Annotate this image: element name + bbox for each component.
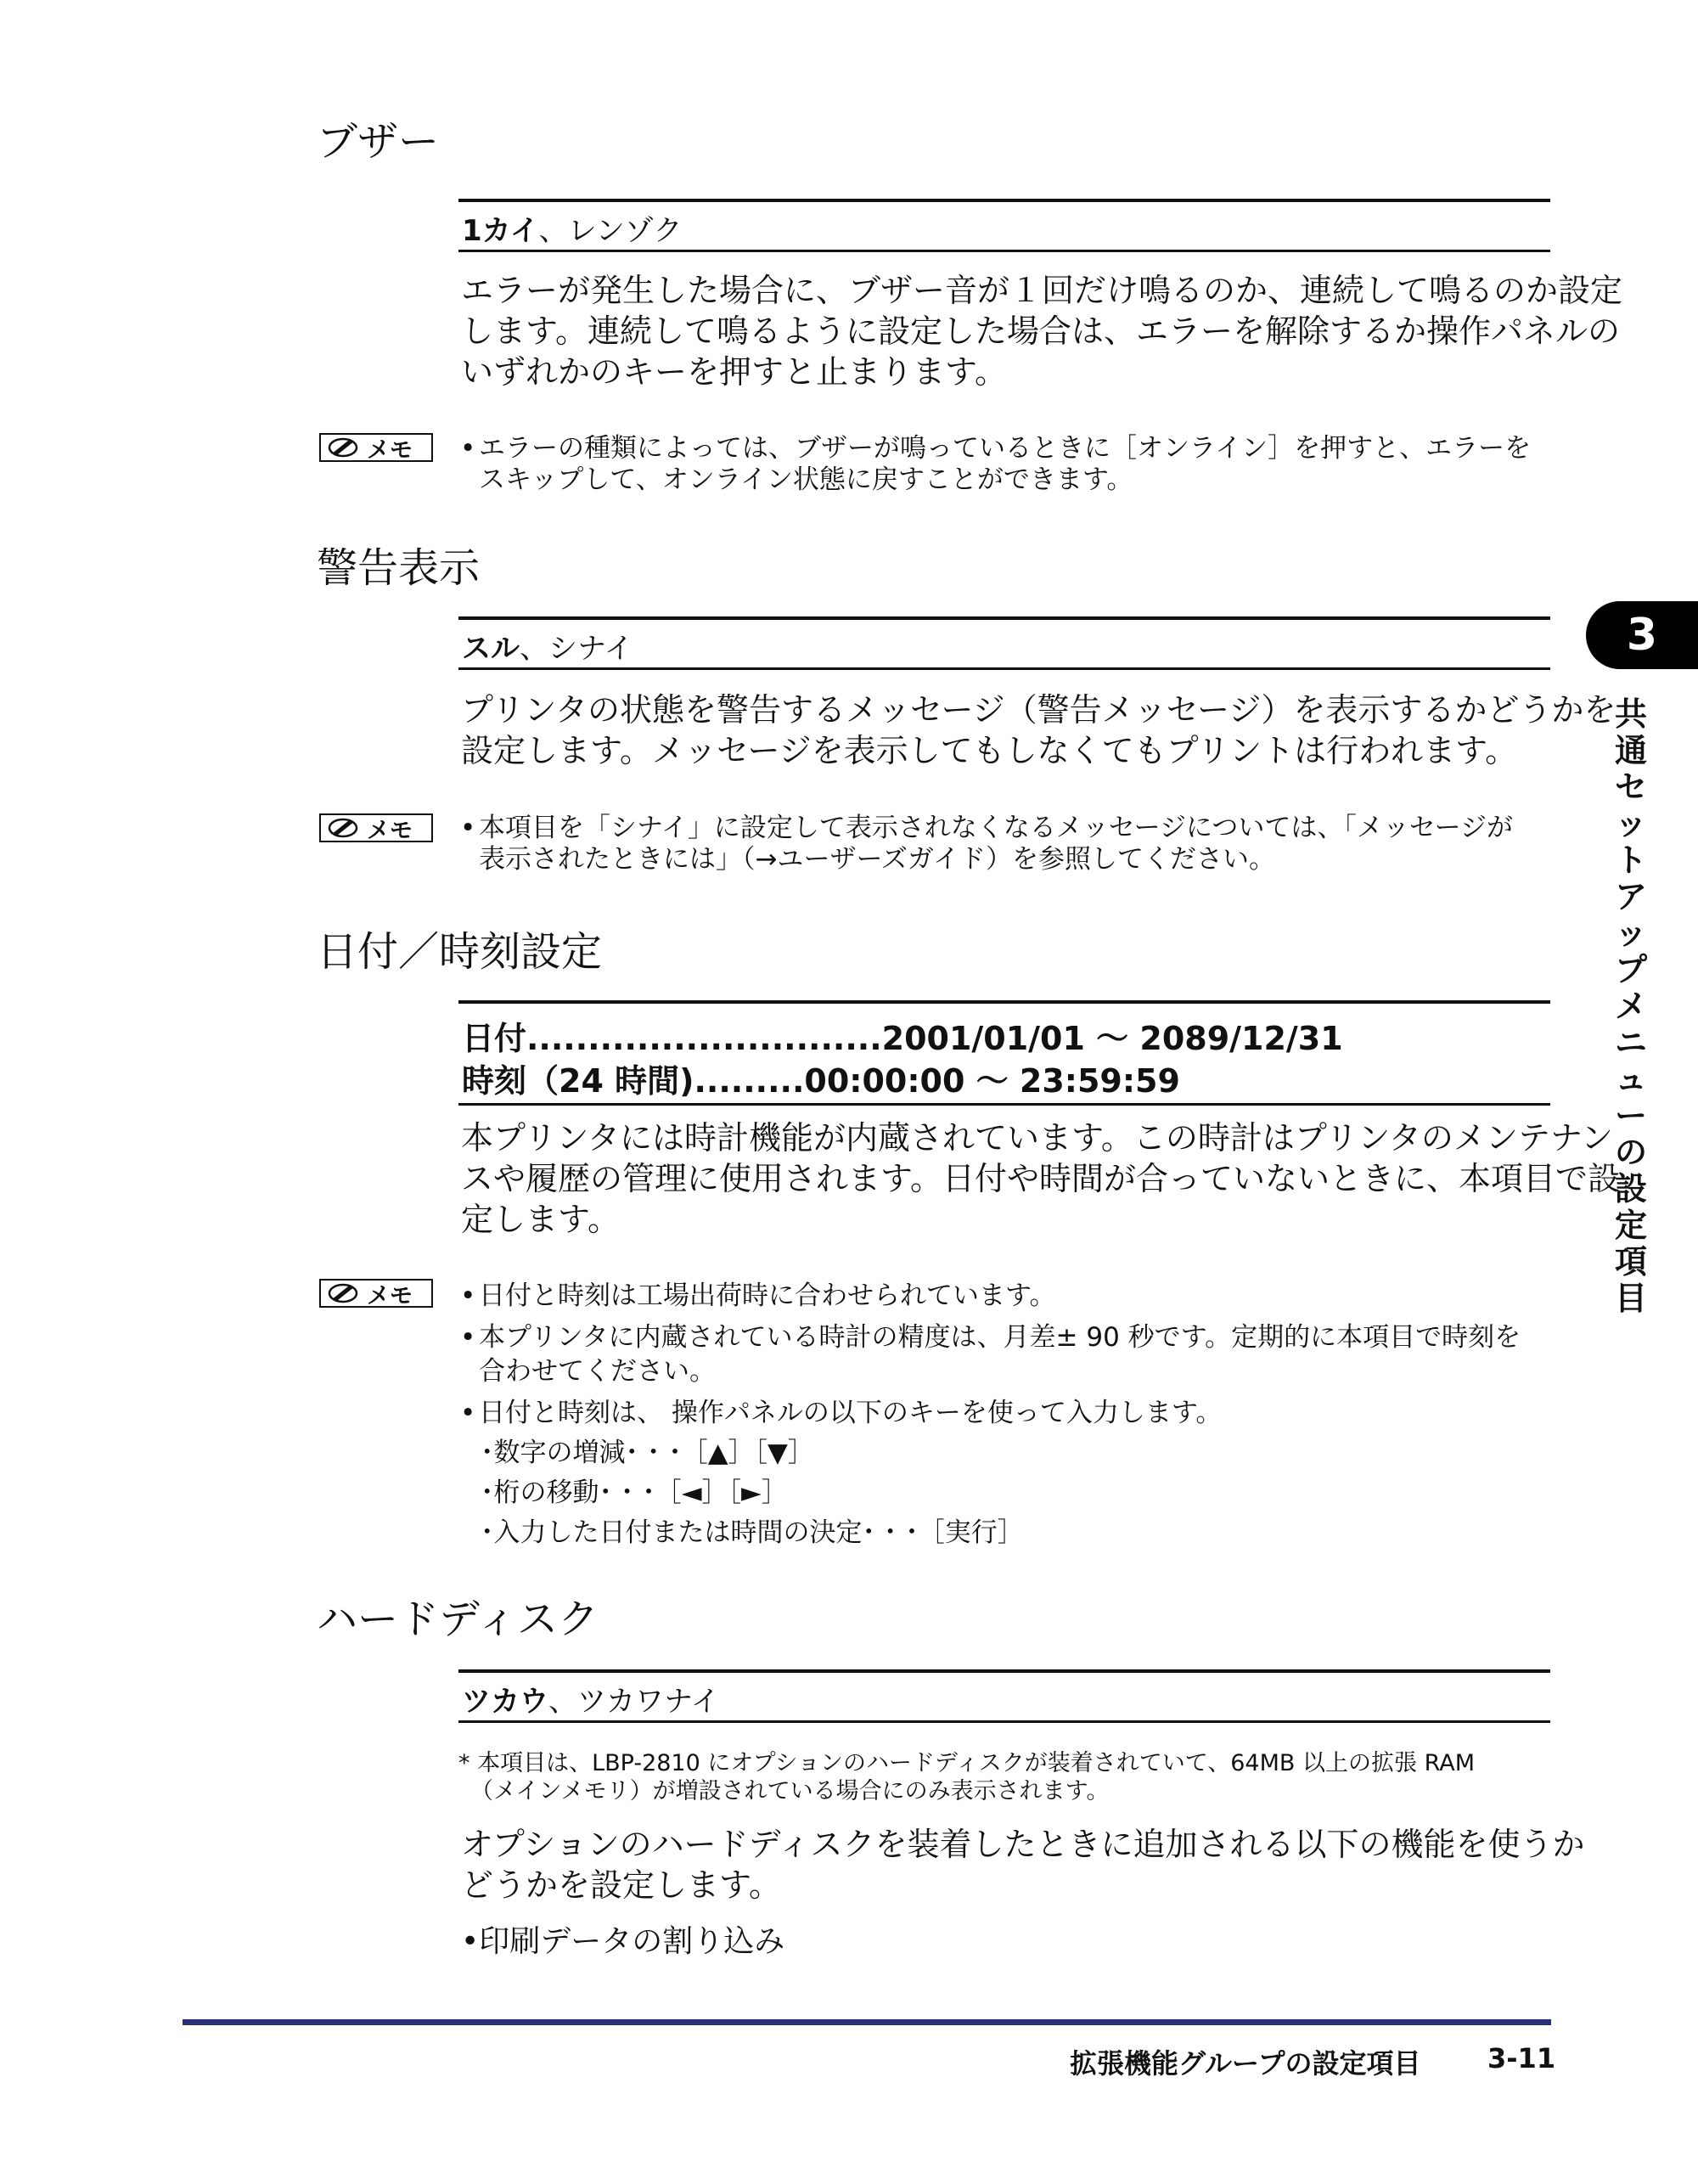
warning-description-line: 設定します。メッセージを表示してもしなくてもプリントは行われます。 xyxy=(461,732,1518,769)
memo-item: • 本プリンタに内蔵されている時計の精度は、月差± 90 秒です。定期的に本項目で時刻を xyxy=(460,1320,1555,1354)
buzzer-description-line: エラーが発生した場合に、ブザー音が１回だけ鳴るのか、連続して鳴るのか設定 xyxy=(461,272,1623,309)
buzzer-description-line: いずれかのキーを押すと止まります。 xyxy=(461,353,1007,391)
memo-label: メモ xyxy=(367,436,413,464)
harddisk-description xyxy=(461,1824,1585,1905)
warning-options-box xyxy=(458,616,1550,670)
footnote-line: * 本項目は、LBP-2810 にオプションのハードディスクが装着されていて、64MB 以上の拡張 RAM xyxy=(458,1750,1476,1776)
section-title-warning: 警告表示 xyxy=(317,544,481,592)
harddisk-option-default: ツカウ xyxy=(462,1685,548,1719)
harddisk-feature-label: 印刷データの割り込み xyxy=(479,1924,785,1959)
memo-badge xyxy=(319,1279,433,1308)
section-title-harddisk: ハードディスク xyxy=(317,1596,599,1643)
key-instruction: ･桁の移動･ ･ ･［◄］［►］ xyxy=(481,1478,788,1508)
buzzer-memo xyxy=(460,433,1555,496)
spec-label: 日付............................. xyxy=(462,1020,882,1057)
memo-item-continuation: スキップして、オンライン状態に戻すことができます。 xyxy=(479,464,1133,495)
memo-item-continuation: 表示されたときには」（→ユーザーズガイド）を参照してください。 xyxy=(479,844,1275,875)
datetime-description xyxy=(461,1117,1620,1240)
memo-item: • 本項目を「シナイ」に設定して表示されなくなるメッセージについては、「メッセージが xyxy=(460,813,1555,844)
warning-memo xyxy=(460,813,1555,875)
harddisk-feature-item: •印刷データの割り込み xyxy=(461,1924,785,1959)
memo-label: メモ xyxy=(367,1282,413,1309)
section-title-buzzer: ブザー xyxy=(317,118,440,166)
datetime-description-line: 定します。 xyxy=(461,1201,620,1238)
spec-label: 時刻（24 時間)......... xyxy=(462,1062,805,1100)
buzzer-options xyxy=(462,207,682,249)
buzzer-options-box xyxy=(458,199,1550,252)
memo-item-continuation: 合わせてください。 xyxy=(479,1356,716,1387)
pencil-icon xyxy=(326,436,360,459)
buzzer-option-other: 、レンゾク xyxy=(538,214,683,248)
buzzer-description xyxy=(461,270,1623,392)
page-number: 3-11 xyxy=(1487,2042,1556,2074)
memo-label: メモ xyxy=(367,817,413,844)
warning-options xyxy=(462,625,633,667)
memo-badge xyxy=(319,433,433,462)
harddisk-options xyxy=(462,1678,720,1720)
spec-value: 00:00:00 ～ 23:59:59 xyxy=(804,1062,1180,1100)
memo-badge xyxy=(319,813,433,842)
warning-description-line: プリンタの状態を警告するメッセージ（警告メッセージ）を表示するかどうかを xyxy=(461,691,1616,729)
warning-option-default: スル xyxy=(462,632,520,666)
buzzer-option-default: 1カイ xyxy=(462,214,539,248)
footnote-line: （メインメモリ）が増設されている場合にのみ表示されます。 xyxy=(470,1778,1110,1804)
harddisk-description-line: どうかを設定します。 xyxy=(461,1866,781,1904)
warning-option-other: 、シナイ xyxy=(520,632,633,666)
chapter-title-vertical: 共通セットアップメニューの設定項目 xyxy=(1614,695,1647,1317)
harddisk-description-line: オプションのハードディスクを装着したときに追加される以下の機能を使うか xyxy=(461,1826,1585,1863)
section-title-datetime: 日付／時刻設定 xyxy=(317,928,603,976)
buzzer-description-line: します。連続して鳴るように設定した場合は、エラーを解除するか操作パネルの xyxy=(461,312,1620,350)
key-instruction: ･入力した日付または時間の決定･ ･ ･［実行］ xyxy=(481,1517,1024,1548)
memo-item: • エラーの種類によっては、ブザーが鳴っているときに［オンライン］を押すと、エラーを xyxy=(460,433,1555,464)
chapter-number-tab: 3 xyxy=(1586,601,1698,669)
footer-rule xyxy=(183,2019,1551,2025)
footer-section-title: 拡張機能グループの設定項目 xyxy=(1070,2047,1421,2080)
harddisk-options-box xyxy=(458,1669,1550,1723)
pencil-icon xyxy=(326,817,360,839)
datetime-description-line: スや履歴の管理に使用されます。日付や時間が合っていないときに、本項目で設 xyxy=(461,1160,1620,1197)
memo-item: • 日付と時刻は、 操作パネルの以下のキーを使って入力します。 xyxy=(460,1396,1555,1430)
spec-row-date xyxy=(462,1012,1343,1059)
warning-description xyxy=(461,690,1616,771)
key-instruction: ･数字の増減･ ･ ･［▲］［▼］ xyxy=(481,1438,814,1468)
datetime-description-line: 本プリンタには時計機能が内蔵されています。この時計はプリンタのメンテナン xyxy=(461,1119,1613,1157)
harddisk-footnote xyxy=(458,1749,1554,1805)
memo-item: • 日付と時刻は工場出荷時に合わせられています。 xyxy=(460,1279,1555,1313)
harddisk-option-other: 、ツカワナイ xyxy=(548,1685,720,1719)
spec-value: 2001/01/01 ～ 2089/12/31 xyxy=(881,1020,1343,1057)
datetime-memo xyxy=(460,1279,1555,1550)
pencil-icon xyxy=(326,1282,360,1304)
datetime-spec-box xyxy=(458,1000,1550,1106)
spec-row-time xyxy=(462,1055,1180,1101)
